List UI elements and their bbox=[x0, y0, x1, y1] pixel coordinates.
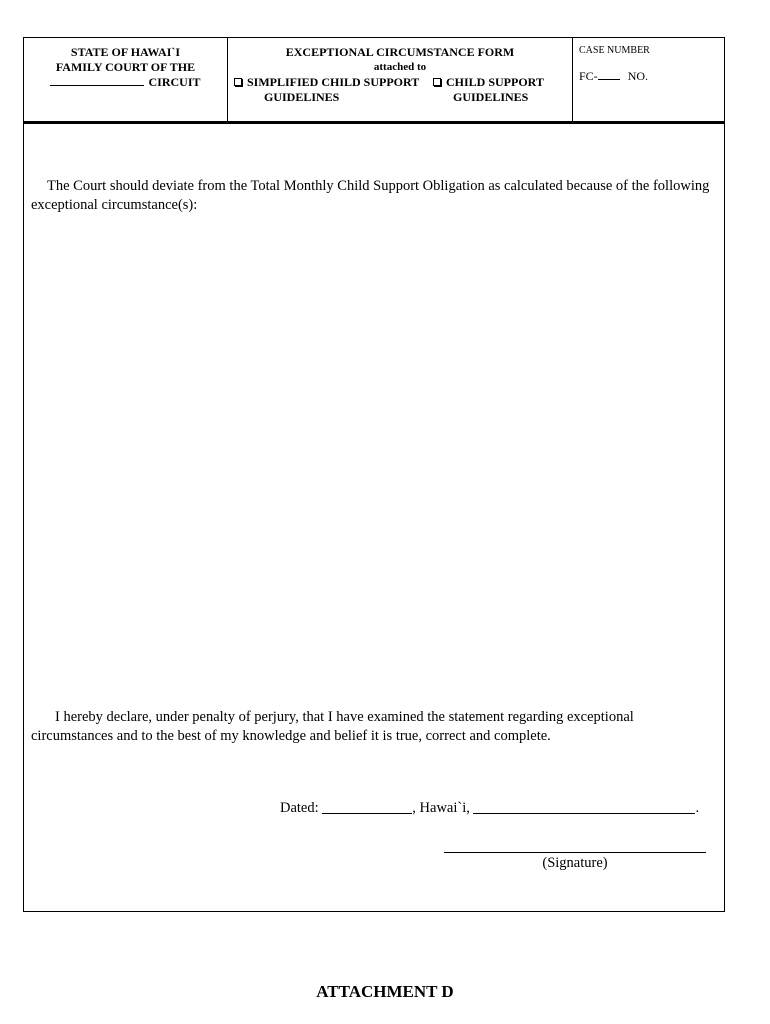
option-simplified-label: SIMPLIFIED CHILD SUPPORT bbox=[247, 75, 420, 89]
simplified-guidelines-checkbox[interactable] bbox=[234, 78, 242, 86]
statement-text: The Court should deviate from the Total Monthly Child Support Obligation as calculated because of the following exceptional circumstance(s): bbox=[31, 178, 710, 213]
court-circuit-label: CIRCUIT bbox=[148, 75, 201, 89]
dated-row bbox=[280, 800, 699, 817]
case-prefix: FC- bbox=[579, 69, 598, 83]
attachment-label: ATTACHMENT D bbox=[316, 982, 454, 1001]
option-simplified bbox=[234, 75, 419, 105]
case-no-label: NO. bbox=[627, 69, 649, 83]
form-subtitle: attached to bbox=[373, 61, 427, 73]
dated-place: , Hawai`i, bbox=[412, 800, 470, 816]
option-child-support bbox=[433, 75, 544, 105]
option-simplified-label-2: GUIDELINES bbox=[264, 90, 340, 104]
signature-line[interactable] bbox=[444, 852, 706, 853]
date-blank-field[interactable] bbox=[322, 800, 412, 814]
form-title: EXCEPTIONAL CIRCUMSTANCE FORM bbox=[285, 45, 515, 59]
circuit-blank-field[interactable] bbox=[50, 75, 144, 86]
signature-label: (Signature) bbox=[542, 855, 608, 871]
case-number-cell bbox=[573, 38, 724, 122]
court-state: STATE OF HAWAI`I bbox=[70, 45, 181, 59]
option-child-support-label-2: GUIDELINES bbox=[453, 90, 529, 104]
declaration-text: I hereby declare, under penalty of perjury, that I have examined the statement regarding exceptional circumstances and to the best of my knowledge and belief it is true, correct and complete. bbox=[31, 709, 634, 744]
dated-label: Dated: bbox=[280, 800, 319, 816]
case-type-blank-field[interactable] bbox=[598, 70, 620, 80]
dated-end: . bbox=[695, 800, 700, 816]
place-blank-field[interactable] bbox=[473, 800, 695, 814]
child-support-guidelines-checkbox[interactable] bbox=[433, 78, 441, 86]
case-number-row bbox=[579, 69, 724, 84]
case-number-label: CASE NUMBER bbox=[579, 45, 650, 56]
form-title-cell bbox=[228, 38, 573, 122]
court-cell bbox=[24, 38, 228, 122]
guideline-options bbox=[228, 75, 572, 107]
declaration-paragraph bbox=[31, 708, 719, 746]
option-child-support-label: CHILD SUPPORT bbox=[446, 75, 544, 89]
court-name: FAMILY COURT OF THE bbox=[55, 60, 196, 74]
statement-paragraph bbox=[31, 177, 719, 215]
court-circuit-row bbox=[24, 75, 227, 90]
form-frame bbox=[23, 37, 725, 912]
form-header bbox=[24, 38, 724, 124]
